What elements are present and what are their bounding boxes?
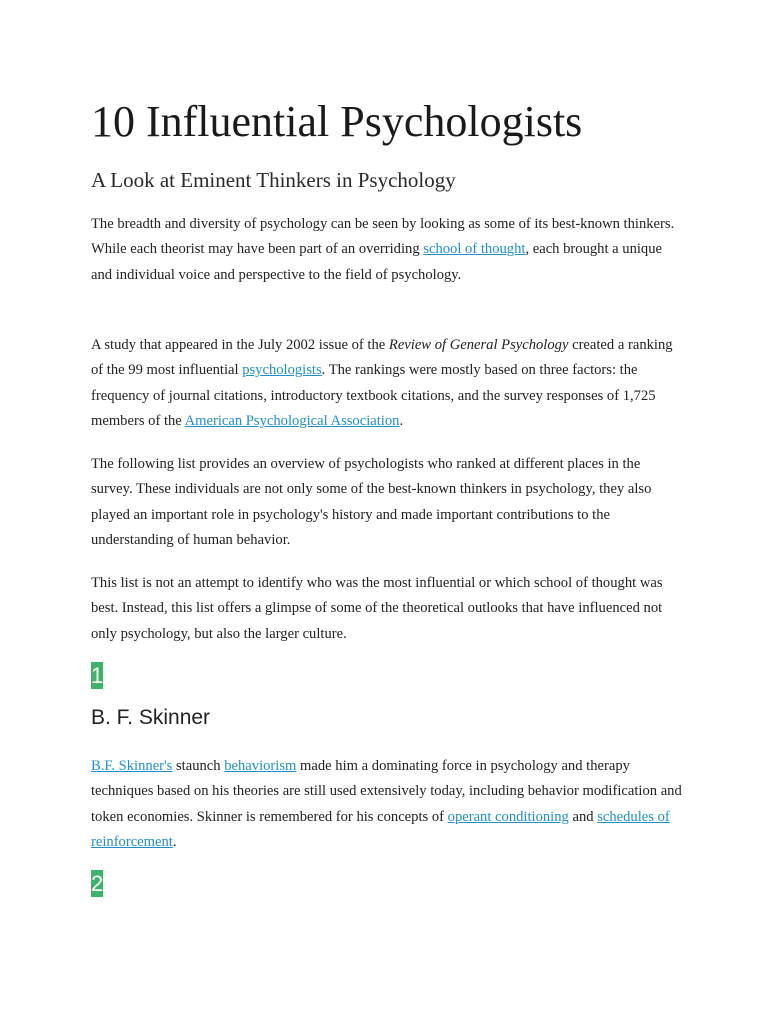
rank-badge-1: 1	[91, 663, 104, 688]
apa-link[interactable]: American Psychological Association	[184, 412, 400, 429]
skinner-text-c: and	[568, 808, 598, 825]
operant-conditioning-link[interactable]: operant conditioning	[447, 808, 569, 825]
schedules-of-reinforcement-link[interactable]: schedules of reinforcement	[91, 808, 670, 850]
study-paragraph	[91, 333, 683, 434]
rank-badge-2: 2	[91, 871, 104, 896]
study-text-c: . The rankings were mostly based on three factors: the frequency of journal citations, introductory textbook citations, and the survey responses of 1,725 members of the	[91, 362, 656, 429]
skinner-text-b: made him a dominating force in psychology and therapy techniques based on his theories are still used extensively today, including behavior modification and token economies. Skinner is remembered for his concepts of	[91, 758, 682, 825]
page-subtitle: A Look at Eminent Thinkers in Psychology	[91, 168, 456, 192]
intro-text-b: , each brought a unique and individual voice and perspective to the field of psychology.	[91, 241, 663, 283]
skinner-text-d: .	[172, 833, 177, 850]
journal-title: Review of General Psychology	[388, 337, 569, 353]
bf-skinner-link[interactable]: B.F. Skinner's	[91, 758, 173, 774]
study-text-a: A study that appeared in the July 2002 issue of the	[91, 337, 389, 353]
school-of-thought-link[interactable]: school of thought	[423, 241, 526, 258]
psychologists-link[interactable]: psychologists	[242, 362, 322, 379]
disclaimer-paragraph: This list is not an attempt to identify who was the most influential or which school of thought was best. Instead, this list offers a glimpse of some of the theoretical outlooks that have influenced not only psychology, but also the larger culture.	[91, 575, 663, 642]
intro-text-a: The breadth and diversity of psychology can be seen by looking as some of its best-known thinkers. While each theorist may have been part of an overriding	[91, 216, 675, 258]
skinner-text-a: staunch	[172, 758, 225, 774]
overview-paragraph: The following list provides an overview of psychologists who ranked at different places in the survey. These individuals are not only some of the best-known thinkers in psychology, they also played an important role in psychology's history and made important contributions to the understanding of human behavior.	[91, 456, 652, 548]
page-title: 10 Influential Psychologists	[91, 97, 583, 146]
study-text-b: created a ranking of the 99 most influential	[91, 337, 673, 379]
study-text-d: .	[399, 412, 404, 429]
entry-name-skinner: B. F. Skinner	[91, 706, 211, 729]
skinner-paragraph	[91, 754, 683, 855]
behaviorism-link[interactable]: behaviorism	[224, 758, 297, 774]
intro-paragraph	[91, 212, 683, 288]
